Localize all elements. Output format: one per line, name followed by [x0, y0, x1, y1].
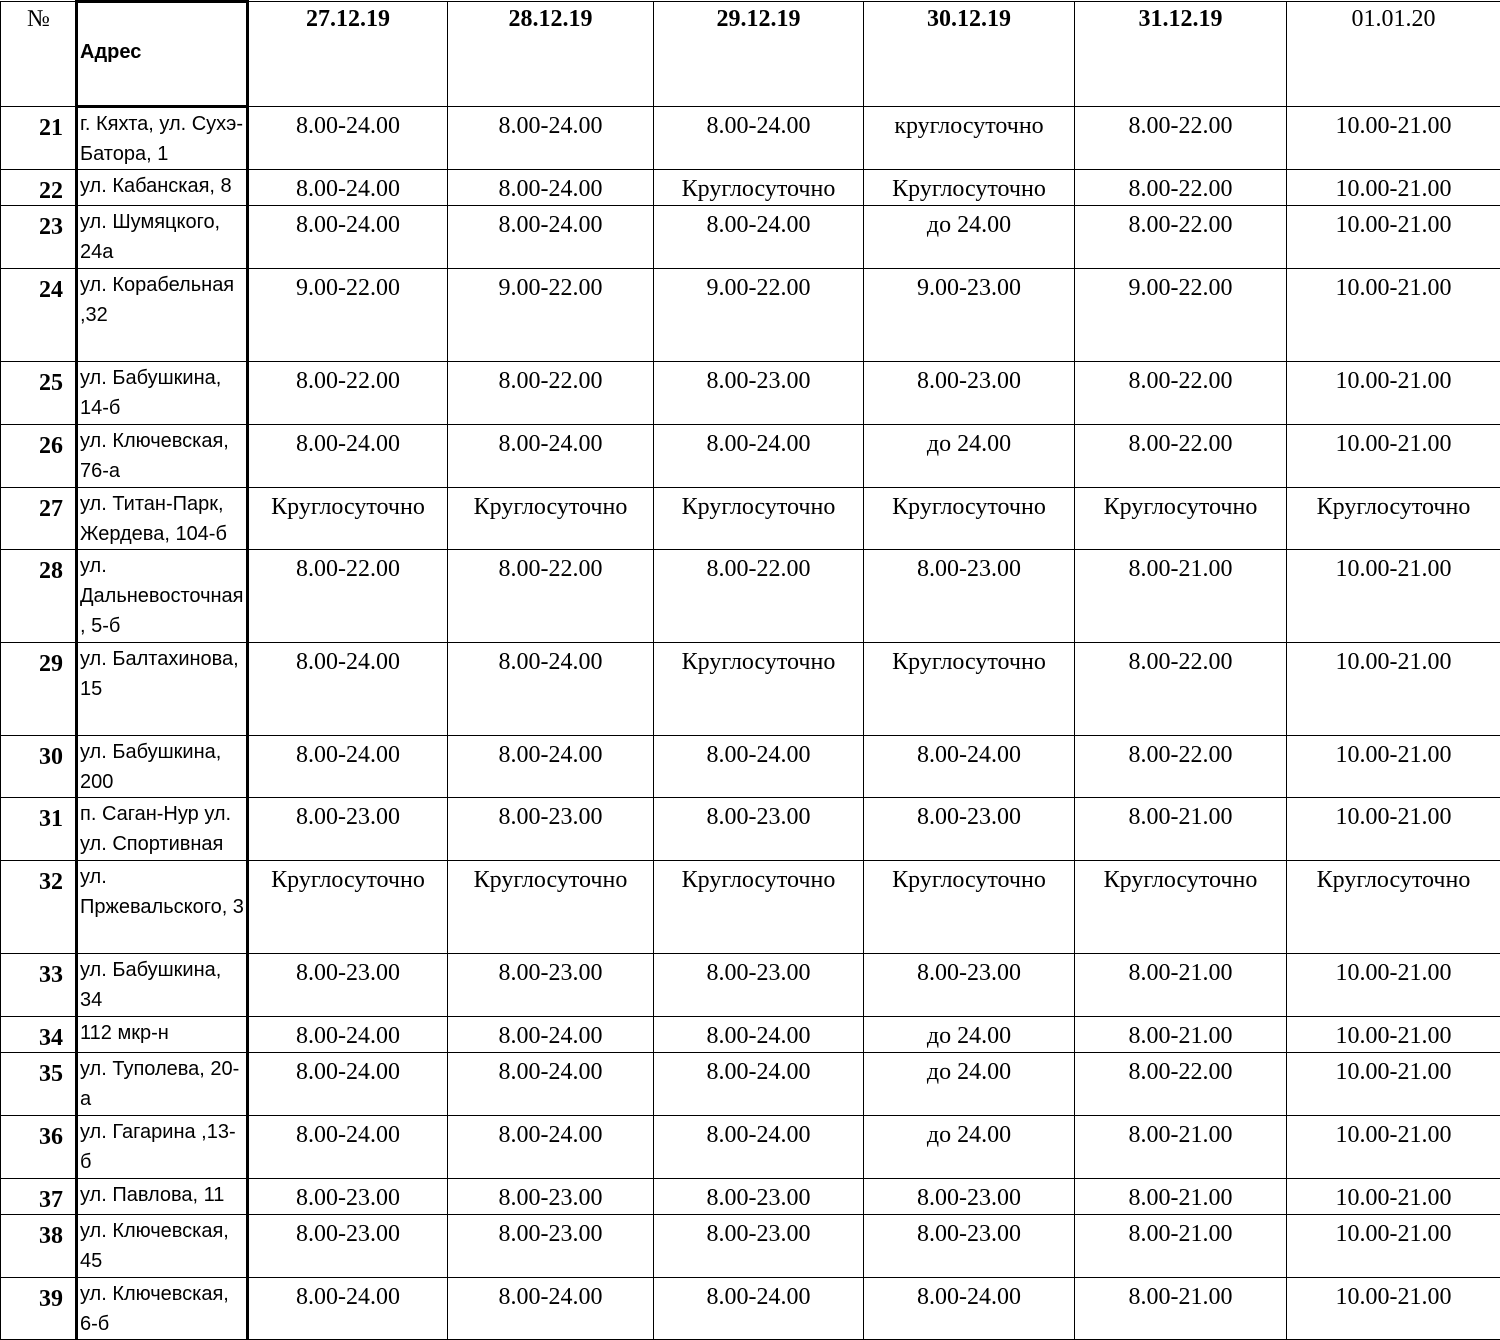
table-row — [1, 798, 1500, 861]
hours-cell: Круглосуточно — [448, 861, 654, 954]
hours-cell: 8.00-23.00 — [448, 954, 654, 1017]
row-number: 37 — [1, 1179, 77, 1215]
hours-cell: 8.00-23.00 — [654, 362, 864, 425]
row-number: 30 — [1, 736, 77, 798]
hours-cell: до 24.00 — [864, 1116, 1075, 1179]
hours-cell: 10.00-21.00 — [1287, 643, 1500, 736]
table-row — [1, 550, 1500, 643]
table-row — [1, 1017, 1500, 1053]
hours-cell: 10.00-21.00 — [1287, 798, 1500, 861]
table-row — [1, 1278, 1500, 1340]
hours-cell: Круглосуточно — [864, 488, 1075, 550]
hours-cell: 8.00-24.00 — [864, 736, 1075, 798]
hours-cell: 10.00-21.00 — [1287, 107, 1500, 170]
hours-cell: 8.00-23.00 — [448, 1179, 654, 1215]
hours-cell: 8.00-23.00 — [864, 362, 1075, 425]
hours-cell: 8.00-24.00 — [248, 1278, 448, 1340]
hours-cell: 8.00-24.00 — [248, 1017, 448, 1053]
header-row — [1, 2, 1500, 107]
table-row — [1, 362, 1500, 425]
hours-cell: 8.00-23.00 — [864, 1179, 1075, 1215]
table-row — [1, 206, 1500, 269]
row-number: 32 — [1, 861, 77, 954]
hours-cell: 10.00-21.00 — [1287, 1278, 1500, 1340]
hours-cell: 8.00-24.00 — [654, 1017, 864, 1053]
hours-cell: 8.00-23.00 — [448, 798, 654, 861]
hours-cell: 8.00-23.00 — [864, 550, 1075, 643]
address-cell: ул. Корабельная ,32 — [77, 269, 248, 362]
hours-cell: Круглосуточно — [864, 861, 1075, 954]
hours-cell: 8.00-21.00 — [1075, 798, 1287, 861]
address-cell: ул. Туполева, 20-а — [77, 1053, 248, 1116]
hours-cell: Круглосуточно — [1287, 861, 1500, 954]
header-date: 29.12.19 — [654, 2, 864, 107]
hours-cell: Круглосуточно — [864, 643, 1075, 736]
hours-cell: 10.00-21.00 — [1287, 1179, 1500, 1215]
hours-cell: 8.00-23.00 — [864, 954, 1075, 1017]
hours-cell: 8.00-24.00 — [248, 425, 448, 488]
hours-cell: 8.00-24.00 — [654, 1278, 864, 1340]
address-cell: ул. Дальневосточная, 5-б — [77, 550, 248, 643]
row-number: 22 — [1, 170, 77, 206]
hours-cell: до 24.00 — [864, 1053, 1075, 1116]
header-date: 31.12.19 — [1075, 2, 1287, 107]
hours-cell: 8.00-24.00 — [448, 643, 654, 736]
hours-cell: 8.00-24.00 — [654, 736, 864, 798]
table-row — [1, 488, 1500, 550]
hours-cell: до 24.00 — [864, 1017, 1075, 1053]
hours-cell: 10.00-21.00 — [1287, 1053, 1500, 1116]
hours-cell: Круглосуточно — [248, 488, 448, 550]
hours-cell: 8.00-22.00 — [448, 550, 654, 643]
hours-cell: 8.00-24.00 — [448, 170, 654, 206]
hours-cell: 9.00-22.00 — [1075, 269, 1287, 362]
hours-cell: Круглосуточно — [654, 861, 864, 954]
row-number: 28 — [1, 550, 77, 643]
hours-cell: 8.00-23.00 — [248, 1215, 448, 1278]
row-number: 36 — [1, 1116, 77, 1179]
hours-cell: 8.00-23.00 — [448, 1215, 654, 1278]
hours-cell: 8.00-23.00 — [248, 1179, 448, 1215]
hours-cell: 8.00-24.00 — [864, 1278, 1075, 1340]
header-address: Адрес — [77, 2, 248, 107]
hours-cell: 8.00-23.00 — [248, 798, 448, 861]
hours-cell: 8.00-22.00 — [1075, 206, 1287, 269]
address-cell: 112 мкр-н — [77, 1017, 248, 1053]
hours-cell: 8.00-24.00 — [248, 1116, 448, 1179]
address-cell: ул. Шумяцкого, 24а — [77, 206, 248, 269]
hours-cell: 9.00-23.00 — [864, 269, 1075, 362]
address-cell: ул. Балтахинова, 15 — [77, 643, 248, 736]
address-cell: ул. Бабушкина, 200 — [77, 736, 248, 798]
table-row — [1, 1053, 1500, 1116]
hours-cell: 8.00-22.00 — [248, 550, 448, 643]
hours-cell: 8.00-22.00 — [248, 362, 448, 425]
hours-cell: 8.00-24.00 — [654, 425, 864, 488]
hours-cell: 8.00-21.00 — [1075, 1278, 1287, 1340]
table-row — [1, 1116, 1500, 1179]
header-date: 27.12.19 — [248, 2, 448, 107]
hours-cell: 8.00-22.00 — [1075, 736, 1287, 798]
header-date: 28.12.19 — [448, 2, 654, 107]
hours-cell: 10.00-21.00 — [1287, 170, 1500, 206]
hours-cell: 8.00-24.00 — [448, 1116, 654, 1179]
hours-cell: 8.00-22.00 — [654, 550, 864, 643]
hours-cell: до 24.00 — [864, 206, 1075, 269]
hours-cell: круглосуточно — [864, 107, 1075, 170]
hours-cell: 8.00-24.00 — [448, 1278, 654, 1340]
hours-cell: 10.00-21.00 — [1287, 206, 1500, 269]
hours-cell: 8.00-22.00 — [1075, 1053, 1287, 1116]
row-number: 34 — [1, 1017, 77, 1053]
hours-cell: 8.00-21.00 — [1075, 1017, 1287, 1053]
hours-cell: 8.00-22.00 — [1075, 362, 1287, 425]
hours-cell: 8.00-24.00 — [448, 1053, 654, 1116]
table-row — [1, 954, 1500, 1017]
hours-cell: 8.00-21.00 — [1075, 954, 1287, 1017]
address-cell: ул. Гагарина ,13-б — [77, 1116, 248, 1179]
address-cell: п. Саган-Нур ул. ул. Спортивная — [77, 798, 248, 861]
hours-cell: 8.00-24.00 — [654, 206, 864, 269]
hours-cell: 8.00-22.00 — [1075, 643, 1287, 736]
hours-cell: 8.00-23.00 — [654, 798, 864, 861]
header-date: 01.01.20 — [1287, 2, 1500, 107]
hours-cell: 8.00-23.00 — [654, 1179, 864, 1215]
table-row — [1, 107, 1500, 170]
row-number: 29 — [1, 643, 77, 736]
hours-cell: 8.00-24.00 — [248, 736, 448, 798]
hours-cell: 8.00-24.00 — [654, 1116, 864, 1179]
hours-cell: 8.00-24.00 — [448, 107, 654, 170]
hours-cell: 8.00-24.00 — [448, 736, 654, 798]
row-number: 31 — [1, 798, 77, 861]
address-cell: ул. Павлова, 11 — [77, 1179, 248, 1215]
row-number: 35 — [1, 1053, 77, 1116]
hours-cell: 9.00-22.00 — [654, 269, 864, 362]
hours-cell: 8.00-22.00 — [448, 362, 654, 425]
table-row — [1, 269, 1500, 362]
row-number: 25 — [1, 362, 77, 425]
table-row — [1, 170, 1500, 206]
address-cell: ул. Пржевальского, 3 — [77, 861, 248, 954]
row-number: 27 — [1, 488, 77, 550]
table-row — [1, 1215, 1500, 1278]
hours-cell: 10.00-21.00 — [1287, 425, 1500, 488]
row-number: 33 — [1, 954, 77, 1017]
address-cell: ул. Кабанская, 8 — [77, 170, 248, 206]
table-row — [1, 736, 1500, 798]
hours-cell: 8.00-24.00 — [248, 170, 448, 206]
hours-cell: 8.00-22.00 — [1075, 107, 1287, 170]
hours-cell: 8.00-24.00 — [448, 206, 654, 269]
hours-cell: 8.00-24.00 — [654, 107, 864, 170]
header-num: № — [1, 2, 77, 107]
hours-cell: Круглосуточно — [448, 488, 654, 550]
hours-cell: 8.00-24.00 — [248, 206, 448, 269]
hours-cell: 9.00-22.00 — [248, 269, 448, 362]
table-row — [1, 861, 1500, 954]
table-row — [1, 425, 1500, 488]
address-cell: ул. Бабушкина, 14-б — [77, 362, 248, 425]
address-cell: ул. Титан-Парк, Жердева, 104-б — [77, 488, 248, 550]
hours-cell: 8.00-21.00 — [1075, 1116, 1287, 1179]
hours-cell: 8.00-23.00 — [864, 1215, 1075, 1278]
hours-cell: 8.00-24.00 — [448, 1017, 654, 1053]
hours-cell: 10.00-21.00 — [1287, 550, 1500, 643]
hours-cell: 8.00-23.00 — [864, 798, 1075, 861]
row-number: 21 — [1, 107, 77, 170]
hours-cell: Круглосуточно — [654, 488, 864, 550]
row-number: 23 — [1, 206, 77, 269]
hours-cell: 8.00-24.00 — [654, 1053, 864, 1116]
hours-cell: 8.00-21.00 — [1075, 1215, 1287, 1278]
row-number: 26 — [1, 425, 77, 488]
hours-cell: Круглосуточно — [248, 861, 448, 954]
hours-cell: 8.00-22.00 — [1075, 170, 1287, 206]
hours-cell: 10.00-21.00 — [1287, 1017, 1500, 1053]
hours-cell: Круглосуточно — [1075, 488, 1287, 550]
hours-cell: 10.00-21.00 — [1287, 1116, 1500, 1179]
hours-cell: 10.00-21.00 — [1287, 736, 1500, 798]
hours-cell: 8.00-23.00 — [654, 1215, 864, 1278]
hours-cell: 9.00-22.00 — [448, 269, 654, 362]
address-cell: ул. Бабушкина, 34 — [77, 954, 248, 1017]
hours-cell: 8.00-24.00 — [448, 425, 654, 488]
row-number: 39 — [1, 1278, 77, 1340]
hours-cell: 8.00-24.00 — [248, 643, 448, 736]
hours-cell: 8.00-21.00 — [1075, 550, 1287, 643]
hours-cell: 8.00-24.00 — [248, 107, 448, 170]
hours-cell: 8.00-24.00 — [248, 1053, 448, 1116]
hours-cell: 8.00-23.00 — [654, 954, 864, 1017]
hours-cell: Круглосуточно — [864, 170, 1075, 206]
table-row — [1, 1179, 1500, 1215]
header-date: 30.12.19 — [864, 2, 1075, 107]
hours-cell: Круглосуточно — [654, 643, 864, 736]
table-row — [1, 643, 1500, 736]
hours-cell: 10.00-21.00 — [1287, 954, 1500, 1017]
hours-cell: 8.00-22.00 — [1075, 425, 1287, 488]
row-number: 38 — [1, 1215, 77, 1278]
address-cell: ул. Ключевская, 6-б — [77, 1278, 248, 1340]
address-cell: ул. Ключевская, 45 — [77, 1215, 248, 1278]
hours-cell: Круглосуточно — [654, 170, 864, 206]
hours-cell: Круглосуточно — [1287, 488, 1500, 550]
hours-cell: Круглосуточно — [1075, 861, 1287, 954]
hours-cell: до 24.00 — [864, 425, 1075, 488]
hours-cell: 10.00-21.00 — [1287, 269, 1500, 362]
row-number: 24 — [1, 269, 77, 362]
hours-cell: 8.00-21.00 — [1075, 1179, 1287, 1215]
hours-cell: 10.00-21.00 — [1287, 1215, 1500, 1278]
address-cell: г. Кяхта, ул. Сухэ-Батора, 1 — [77, 107, 248, 170]
hours-cell: 10.00-21.00 — [1287, 362, 1500, 425]
address-cell: ул. Ключевская, 76-а — [77, 425, 248, 488]
hours-cell: 8.00-23.00 — [248, 954, 448, 1017]
